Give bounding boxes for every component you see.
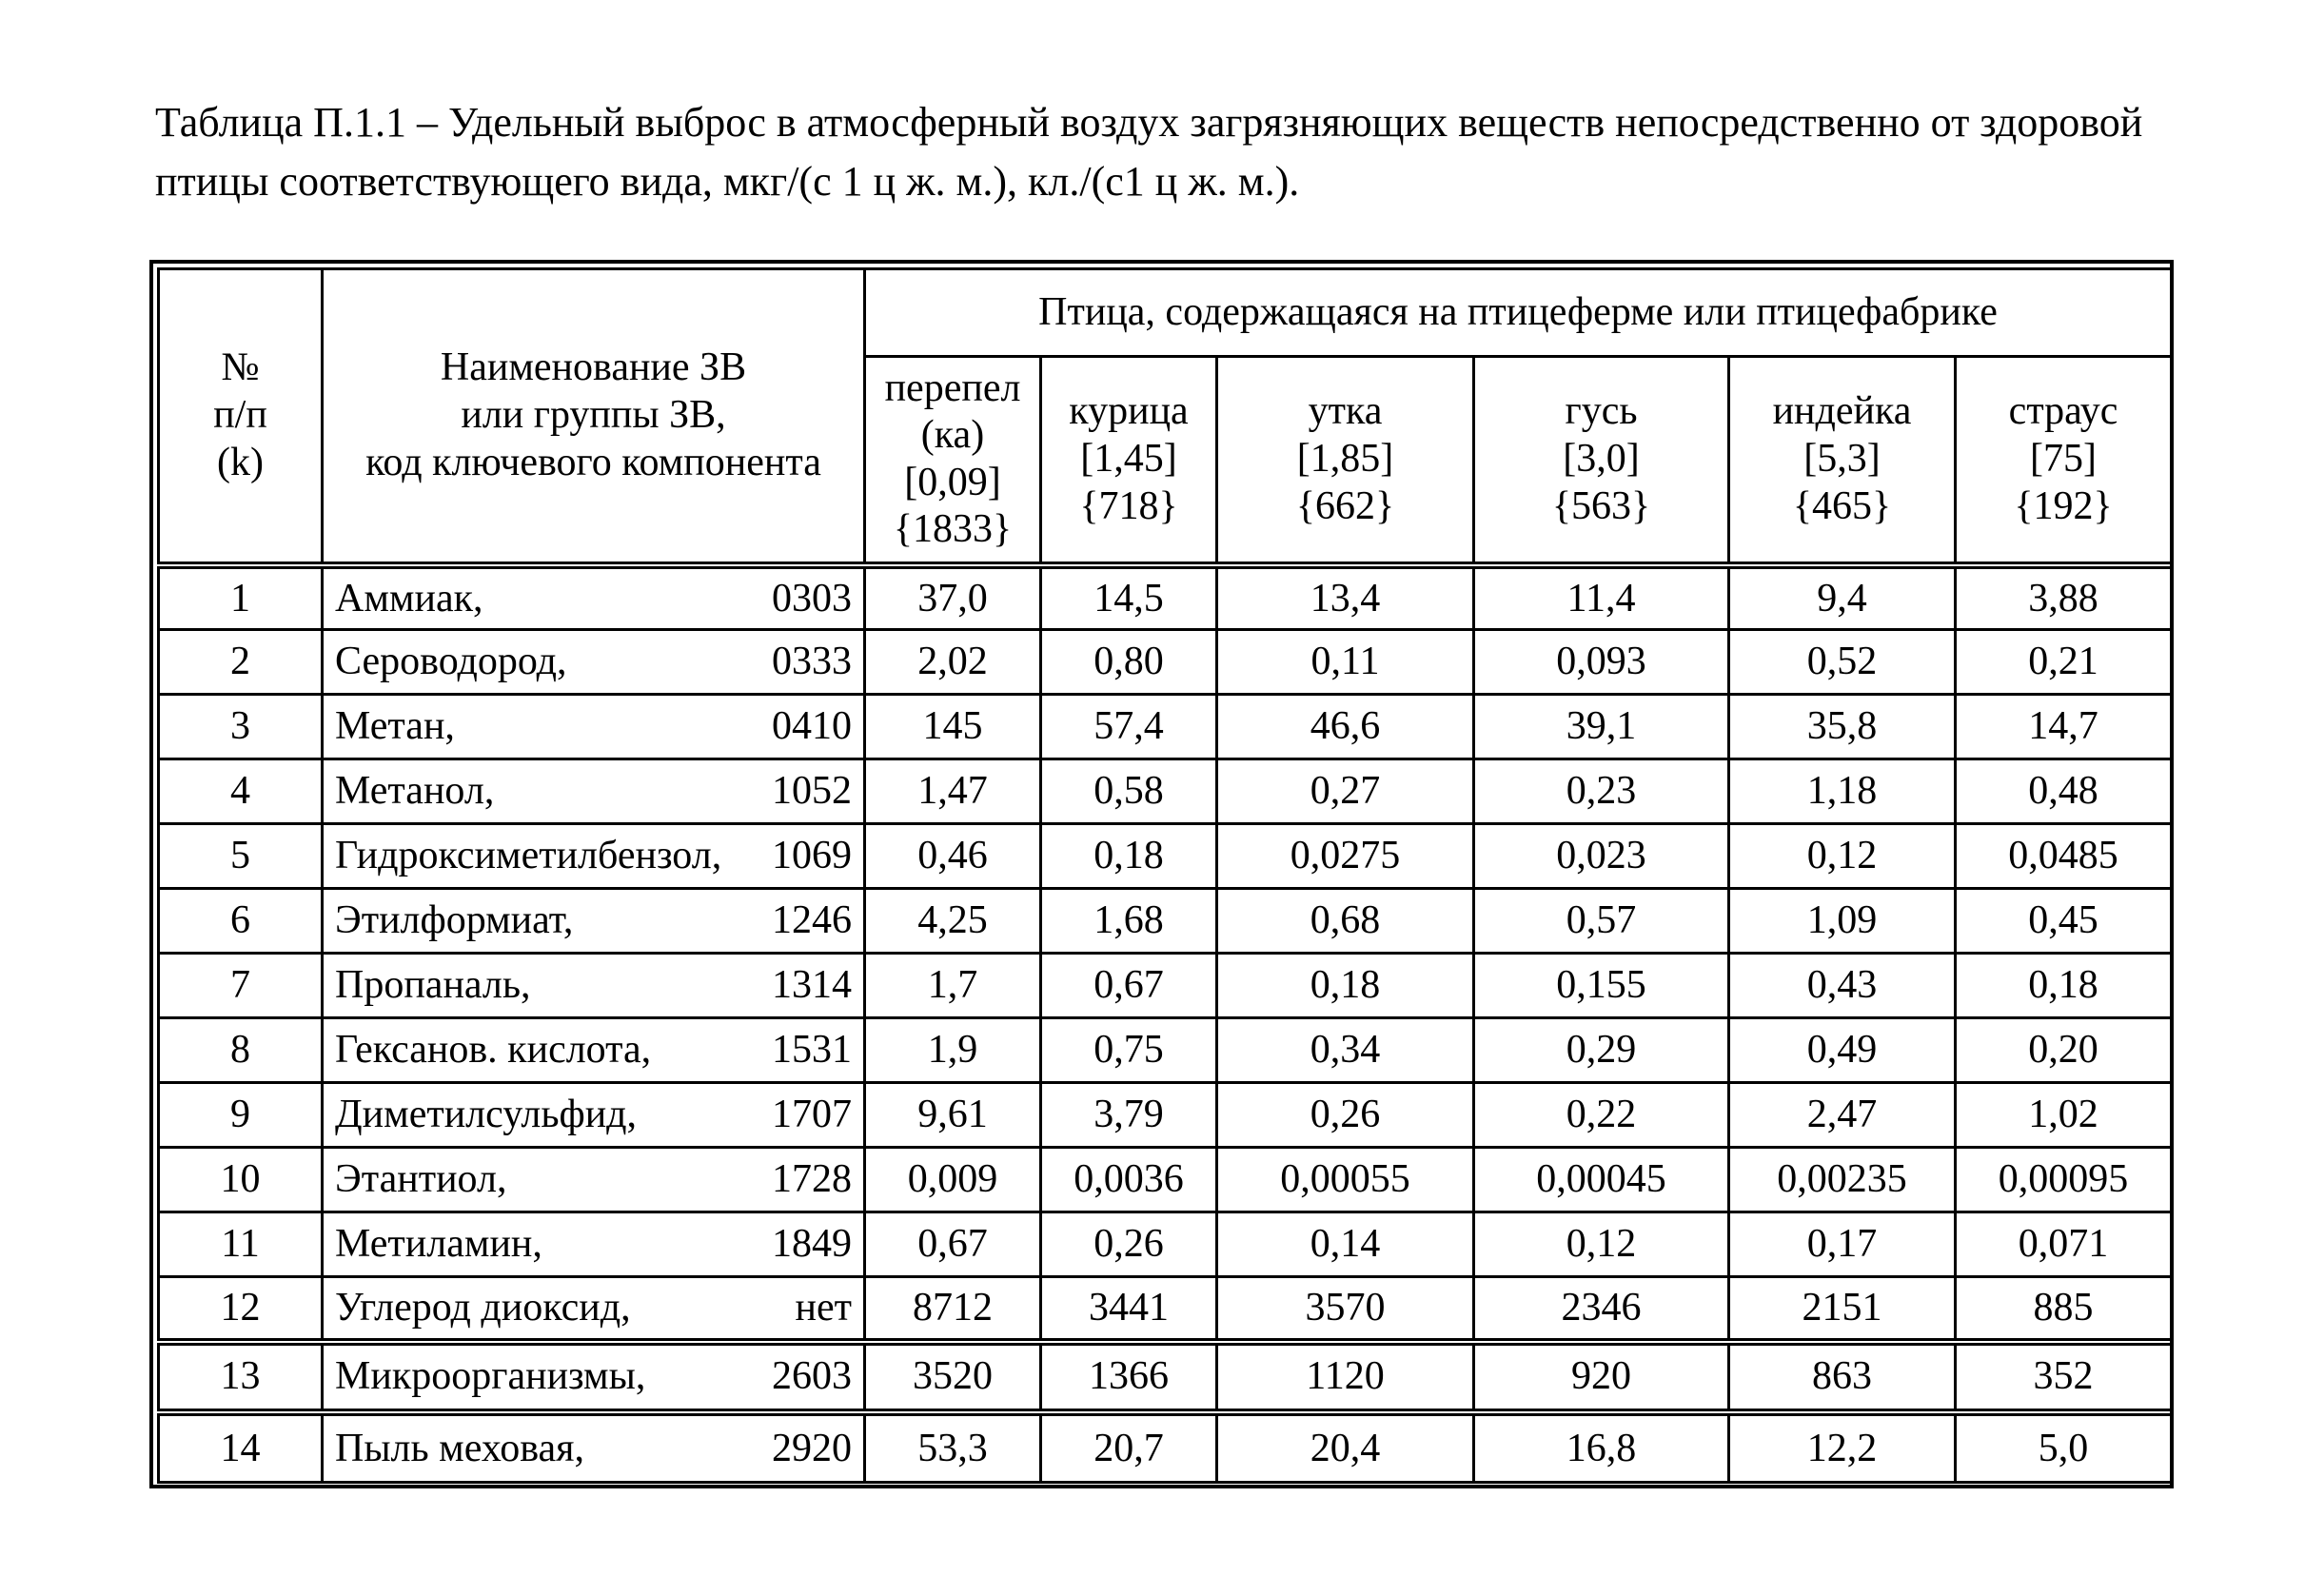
value-cell: 14,7 bbox=[1956, 695, 2172, 759]
value-cell: 8712 bbox=[865, 1277, 1041, 1342]
substance-cell bbox=[323, 565, 865, 630]
substance-code: 0303 bbox=[772, 576, 852, 621]
value-cell: 2,47 bbox=[1729, 1083, 1956, 1148]
value-cell: 3,79 bbox=[1041, 1083, 1217, 1148]
value-cell: 1,47 bbox=[865, 759, 1041, 824]
table-row bbox=[159, 824, 2172, 889]
value-cell: 2,02 bbox=[865, 630, 1041, 695]
value-cell: 0,14 bbox=[1217, 1212, 1474, 1277]
value-cell: 0,49 bbox=[1729, 1018, 1956, 1083]
value-cell: 145 bbox=[865, 695, 1041, 759]
value-cell: 1,7 bbox=[865, 954, 1041, 1018]
substance-cell bbox=[323, 1148, 865, 1212]
table-row bbox=[159, 759, 2172, 824]
row-number-cell: 10 bbox=[159, 1148, 323, 1212]
substance-code: 1531 bbox=[772, 1028, 852, 1073]
value-cell: 863 bbox=[1729, 1342, 1956, 1412]
value-cell: 13,4 bbox=[1217, 565, 1474, 630]
bird-column-header: курица [1,45] {718} bbox=[1041, 357, 1217, 565]
table-row bbox=[159, 630, 2172, 695]
value-cell: 5,0 bbox=[1956, 1412, 2172, 1483]
substance-cell bbox=[323, 1412, 865, 1483]
substance-cell bbox=[323, 630, 865, 695]
table-body bbox=[159, 565, 2172, 1483]
value-cell: 0,00055 bbox=[1217, 1148, 1474, 1212]
substance-cell bbox=[323, 1342, 865, 1412]
substance-code: 0410 bbox=[772, 704, 852, 749]
substance-code: 1707 bbox=[772, 1093, 852, 1137]
value-cell: 1,18 bbox=[1729, 759, 1956, 824]
row-number-cell: 3 bbox=[159, 695, 323, 759]
substance-cell bbox=[323, 889, 865, 954]
value-cell: 0,0485 bbox=[1956, 824, 2172, 889]
value-cell: 0,23 bbox=[1474, 759, 1729, 824]
table-row bbox=[159, 1342, 2172, 1412]
value-cell: 9,4 bbox=[1729, 565, 1956, 630]
table-row bbox=[159, 695, 2172, 759]
row-number-cell: 6 bbox=[159, 889, 323, 954]
value-cell: 1120 bbox=[1217, 1342, 1474, 1412]
value-cell: 885 bbox=[1956, 1277, 2172, 1342]
row-number-cell: 11 bbox=[159, 1212, 323, 1277]
value-cell: 4,25 bbox=[865, 889, 1041, 954]
value-cell: 0,75 bbox=[1041, 1018, 1217, 1083]
name-column-header: Наименование ЗВ или группы ЗВ, код ключевого компонента bbox=[323, 269, 865, 565]
substance-cell bbox=[323, 759, 865, 824]
value-cell: 0,155 bbox=[1474, 954, 1729, 1018]
value-cell: 0,093 bbox=[1474, 630, 1729, 695]
value-cell: 57,4 bbox=[1041, 695, 1217, 759]
value-cell: 11,4 bbox=[1474, 565, 1729, 630]
value-cell: 20,7 bbox=[1041, 1412, 1217, 1483]
value-cell: 0,52 bbox=[1729, 630, 1956, 695]
value-cell: 0,67 bbox=[1041, 954, 1217, 1018]
substance-name: Этилформиат, bbox=[335, 898, 574, 943]
bird-column-header: гусь [3,0] {563} bbox=[1474, 357, 1729, 565]
substance-code: 1246 bbox=[772, 898, 852, 943]
value-cell: 0,023 bbox=[1474, 824, 1729, 889]
substance-cell bbox=[323, 824, 865, 889]
table-row bbox=[159, 1083, 2172, 1148]
row-number-cell: 7 bbox=[159, 954, 323, 1018]
value-cell: 1,9 bbox=[865, 1018, 1041, 1083]
substance-name: Гексанов. кислота, bbox=[335, 1028, 652, 1073]
value-cell: 0,34 bbox=[1217, 1018, 1474, 1083]
substance-code: 1052 bbox=[772, 769, 852, 814]
value-cell: 0,11 bbox=[1217, 630, 1474, 695]
value-cell: 0,071 bbox=[1956, 1212, 2172, 1277]
row-number-cell: 8 bbox=[159, 1018, 323, 1083]
value-cell: 39,1 bbox=[1474, 695, 1729, 759]
value-cell: 3570 bbox=[1217, 1277, 1474, 1342]
value-cell: 53,3 bbox=[865, 1412, 1041, 1483]
substance-code: 2920 bbox=[772, 1426, 852, 1470]
substance-name: Углерод диоксид, bbox=[335, 1286, 631, 1330]
value-cell: 0,21 bbox=[1956, 630, 2172, 695]
substance-name: Микроорганизмы, bbox=[335, 1354, 646, 1399]
substance-code: 1314 bbox=[772, 963, 852, 1008]
substance-cell bbox=[323, 695, 865, 759]
value-cell: 0,43 bbox=[1729, 954, 1956, 1018]
substance-cell bbox=[323, 1277, 865, 1342]
row-number-cell: 1 bbox=[159, 565, 323, 630]
value-cell: 352 bbox=[1956, 1342, 2172, 1412]
value-cell: 1,09 bbox=[1729, 889, 1956, 954]
value-cell: 20,4 bbox=[1217, 1412, 1474, 1483]
substance-code: 1849 bbox=[772, 1222, 852, 1267]
value-cell: 0,57 bbox=[1474, 889, 1729, 954]
value-cell: 0,46 bbox=[865, 824, 1041, 889]
row-number-cell: 2 bbox=[159, 630, 323, 695]
bird-column-header: страус [75] {192} bbox=[1956, 357, 2172, 565]
value-cell: 0,20 bbox=[1956, 1018, 2172, 1083]
header-row-1 bbox=[159, 269, 2172, 357]
substance-code: 2603 bbox=[772, 1354, 852, 1399]
value-cell: 0,22 bbox=[1474, 1083, 1729, 1148]
table-row bbox=[159, 1412, 2172, 1483]
value-cell: 0,009 bbox=[865, 1148, 1041, 1212]
value-cell: 14,5 bbox=[1041, 565, 1217, 630]
value-cell: 0,26 bbox=[1217, 1083, 1474, 1148]
value-cell: 0,48 bbox=[1956, 759, 2172, 824]
row-number-cell: 13 bbox=[159, 1342, 323, 1412]
row-number-cell: 5 bbox=[159, 824, 323, 889]
value-cell: 0,45 bbox=[1956, 889, 2172, 954]
substance-cell bbox=[323, 954, 865, 1018]
value-cell: 0,27 bbox=[1217, 759, 1474, 824]
bird-group-header: Птица, содержащаяся на птицеферме или птицефабрике bbox=[865, 269, 2172, 357]
value-cell: 2346 bbox=[1474, 1277, 1729, 1342]
bird-column-header: индейка [5,3] {465} bbox=[1729, 357, 1956, 565]
table-row bbox=[159, 565, 2172, 630]
value-cell: 3,88 bbox=[1956, 565, 2172, 630]
value-cell: 1,68 bbox=[1041, 889, 1217, 954]
substance-code: 1728 bbox=[772, 1157, 852, 1202]
value-cell: 0,12 bbox=[1474, 1212, 1729, 1277]
value-cell: 920 bbox=[1474, 1342, 1729, 1412]
table-row bbox=[159, 1018, 2172, 1083]
value-cell: 0,00235 bbox=[1729, 1148, 1956, 1212]
value-cell: 0,18 bbox=[1956, 954, 2172, 1018]
value-cell: 0,00045 bbox=[1474, 1148, 1729, 1212]
value-cell: 1366 bbox=[1041, 1342, 1217, 1412]
bird-column-header: перепел (ка) [0,09] {1833} bbox=[865, 357, 1041, 565]
table-row bbox=[159, 1212, 2172, 1277]
substance-name: Этантиол, bbox=[335, 1157, 507, 1202]
substance-name: Пропаналь, bbox=[335, 963, 531, 1008]
substance-name: Гидроксиметилбензол, bbox=[335, 834, 722, 878]
value-cell: 16,8 bbox=[1474, 1412, 1729, 1483]
row-number-cell: 9 bbox=[159, 1083, 323, 1148]
emissions-table-frame bbox=[149, 260, 2174, 1488]
value-cell: 0,00095 bbox=[1956, 1148, 2172, 1212]
num-column-header: № п/п (k) bbox=[159, 269, 323, 565]
value-cell: 0,68 bbox=[1217, 889, 1474, 954]
value-cell: 0,0036 bbox=[1041, 1148, 1217, 1212]
substance-code: 0333 bbox=[772, 640, 852, 684]
substance-name: Аммиак, bbox=[335, 576, 483, 621]
bird-column-header: утка [1,85] {662} bbox=[1217, 357, 1474, 565]
substance-name: Пыль меховая, bbox=[335, 1426, 584, 1470]
substance-name: Метанол, bbox=[335, 769, 495, 814]
value-cell: 0,58 bbox=[1041, 759, 1217, 824]
table-caption: Таблица П.1.1 – Удельный выброс в атмосферный воздух загрязняющих веществ непосредственно от здоровой птицы соответствующего вида, мкг/(с 1 ц ж. м.), кл./(с1 ц ж. м.). bbox=[155, 99, 2143, 205]
value-cell: 9,61 bbox=[865, 1083, 1041, 1148]
table-row bbox=[159, 954, 2172, 1018]
table-row bbox=[159, 1148, 2172, 1212]
value-cell: 0,17 bbox=[1729, 1212, 1956, 1277]
value-cell: 12,2 bbox=[1729, 1412, 1956, 1483]
substance-code: нет bbox=[795, 1286, 852, 1330]
row-number-cell: 4 bbox=[159, 759, 323, 824]
value-cell: 0,12 bbox=[1729, 824, 1956, 889]
substance-cell bbox=[323, 1083, 865, 1148]
substance-cell bbox=[323, 1018, 865, 1083]
value-cell: 2151 bbox=[1729, 1277, 1956, 1342]
substance-name: Диметилсульфид, bbox=[335, 1093, 638, 1137]
row-number-cell: 14 bbox=[159, 1412, 323, 1483]
value-cell: 3520 bbox=[865, 1342, 1041, 1412]
substance-name: Метан, bbox=[335, 704, 455, 749]
value-cell: 0,18 bbox=[1041, 824, 1217, 889]
value-cell: 0,80 bbox=[1041, 630, 1217, 695]
substance-name: Метиламин, bbox=[335, 1222, 542, 1267]
value-cell: 1,02 bbox=[1956, 1083, 2172, 1148]
value-cell: 0,0275 bbox=[1217, 824, 1474, 889]
row-number-cell: 12 bbox=[159, 1277, 323, 1342]
value-cell: 0,26 bbox=[1041, 1212, 1217, 1277]
substance-name: Сероводород, bbox=[335, 640, 567, 684]
value-cell: 35,8 bbox=[1729, 695, 1956, 759]
value-cell: 0,67 bbox=[865, 1212, 1041, 1277]
value-cell: 46,6 bbox=[1217, 695, 1474, 759]
value-cell: 37,0 bbox=[865, 565, 1041, 630]
table-row bbox=[159, 889, 2172, 954]
substance-cell bbox=[323, 1212, 865, 1277]
emissions-table bbox=[157, 267, 2173, 1484]
value-cell: 0,18 bbox=[1217, 954, 1474, 1018]
substance-code: 1069 bbox=[772, 834, 852, 878]
value-cell: 3441 bbox=[1041, 1277, 1217, 1342]
table-row bbox=[159, 1277, 2172, 1342]
value-cell: 0,29 bbox=[1474, 1018, 1729, 1083]
